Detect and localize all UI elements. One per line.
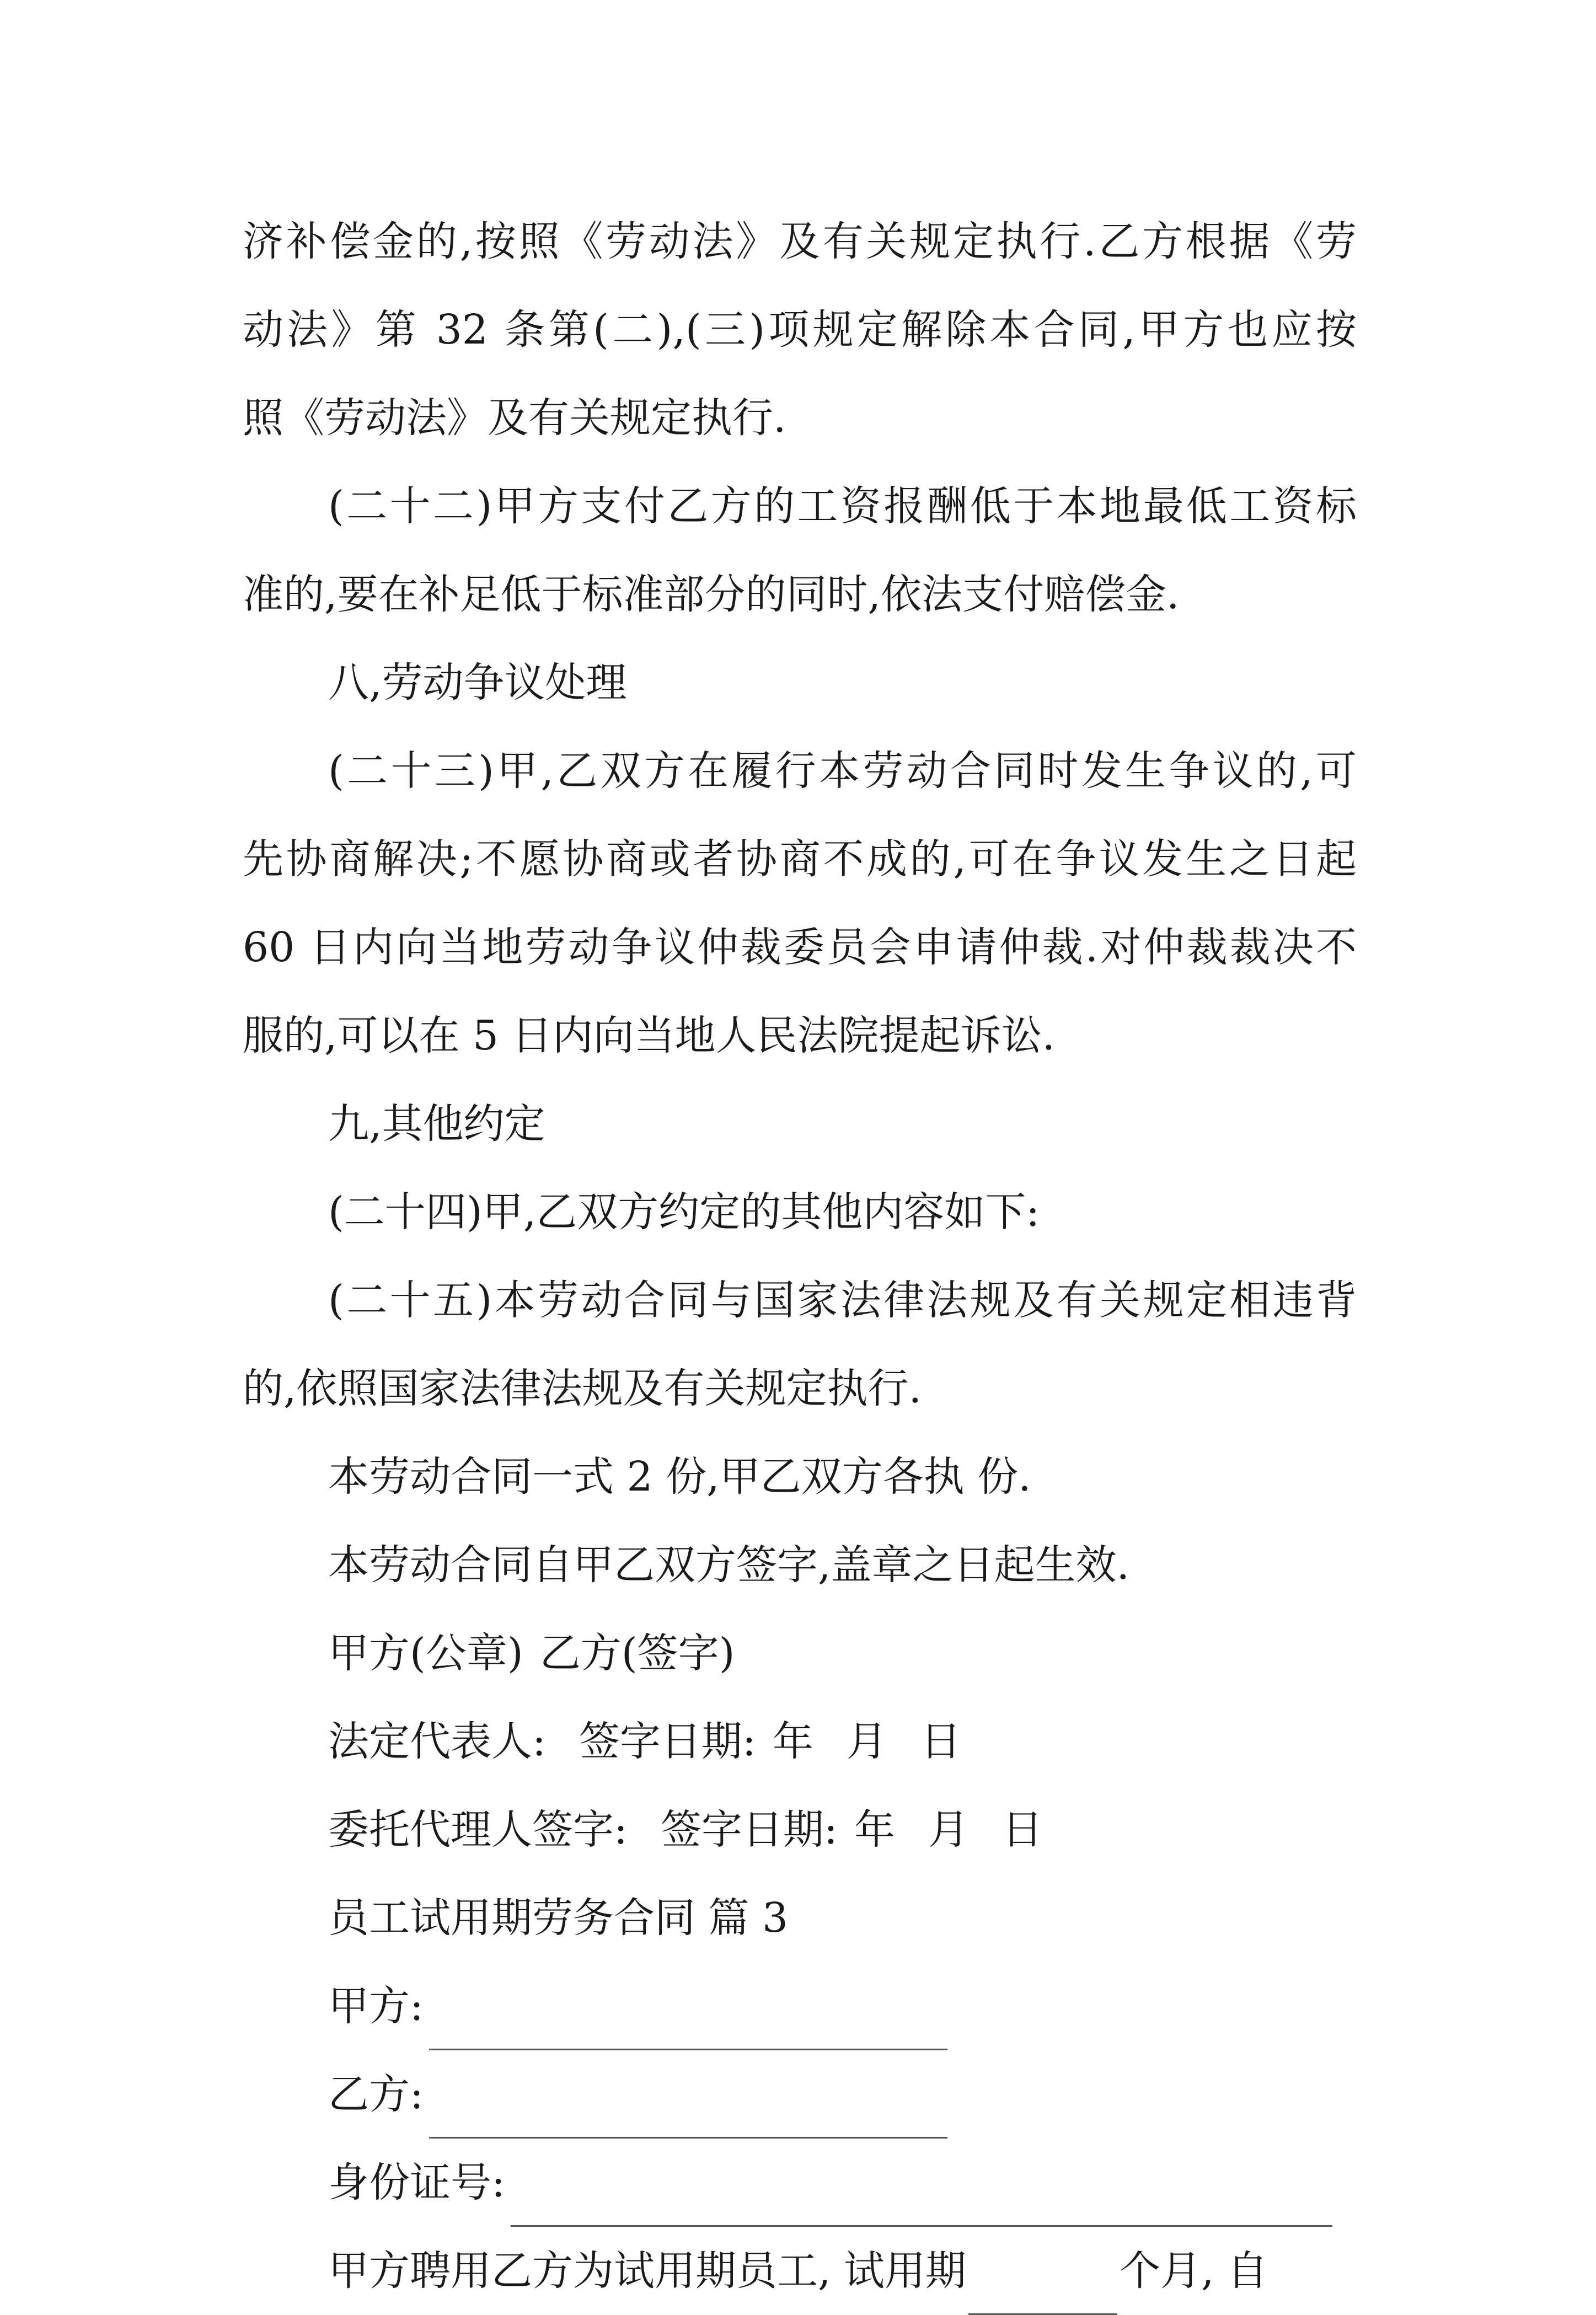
party-b-blank[interactable] [429,2082,947,2139]
day-label: 日 [1001,1806,1043,1853]
year-label: 年 [772,1718,813,1765]
party-a-blank[interactable] [429,1994,947,2050]
agent-label: 委托代理人签字: [328,1806,628,1853]
day-label: 日 [920,1718,961,1765]
clause-23-line: 服的,可以在 5 日内向当地人民法院提起诉讼. [243,1012,1056,1059]
year-label: 年 [854,1806,895,1853]
clause-24-line: (二十四)甲,乙双方约定的其他内容如下: [328,1188,1040,1236]
copies-line: 本劳动合同一式 2 份,甲乙双方各执 份. [328,1453,1031,1501]
section-title: 员工试用期劳务合同 篇 3 [328,1894,789,1942]
clause-23-line: 先协商解决;不愿协商或者协商不成的,可在争议发生之日起 [243,835,1357,883]
party-b-label: 乙方: [328,2071,424,2118]
month-label: 月 [928,1806,969,1853]
paragraph-line: 济补偿金的,按照《劳动法》及有关规定执行.乙方根据《劳 [243,218,1357,265]
clause-22-line: 准的,要在补足低于标准部分的同时,依法支付赔偿金. [243,571,1180,618]
legal-rep-line [243,1697,1357,1786]
probation-prefix: 甲方聘用乙方为试用期员工, 试用期 [328,2247,967,2295]
document-body [243,197,1357,2315]
probation-line [243,2227,1357,2315]
clause-23-line: (二十三)甲,乙双方在履行本劳动合同时发生争议的,可 [328,747,1357,795]
id-number-blank[interactable] [511,2170,1332,2227]
probation-suffix: 个月, 自 [1120,2247,1268,2295]
effective-line: 本劳动合同自甲乙双方签字,盖章之日起生效. [328,1541,1130,1589]
probation-months-blank[interactable] [968,2258,1117,2315]
clause-25-line: (二十五)本劳动合同与国家法律法规及有关规定相违背 [328,1277,1357,1324]
signature-parties-line [243,1609,1357,1697]
section-heading-dispute: 八,劳动争议处理 [328,659,627,706]
section-heading-other: 九,其他约定 [328,1100,545,1148]
sign-date-label: 签字日期: [579,1718,756,1765]
month-label: 月 [846,1718,887,1765]
id-number-label: 身份证号: [328,2159,505,2206]
paragraph-line: 照《劳动法》及有关规定执行. [243,394,786,442]
clause-23-line: 60 日内向当地劳动争议仲裁委员会申请仲裁.对仲裁裁决不 [243,924,1357,971]
party-a-field-row [243,1962,1357,2050]
legal-rep-label: 法定代表人: [328,1718,546,1765]
party-a-label: 甲方: [328,1982,424,2030]
clause-22-line: (二十二)甲方支付乙方的工资报酬低于本地最低工资标 [328,483,1357,530]
clause-25-line: 的,依照国家法律法规及有关规定执行. [243,1365,922,1412]
party-b-sign-label: 乙方(签字) [539,1630,735,1677]
sign-date-label: 签字日期: [660,1806,838,1853]
id-number-field-row [243,2139,1357,2227]
paragraph-line: 动法》第 32 条第(二),(三)项规定解除本合同,甲方也应按 [243,306,1357,353]
agent-line [243,1786,1357,1874]
party-b-field-row [243,2050,1357,2139]
party-a-seal-label: 甲方(公章) [328,1630,523,1677]
